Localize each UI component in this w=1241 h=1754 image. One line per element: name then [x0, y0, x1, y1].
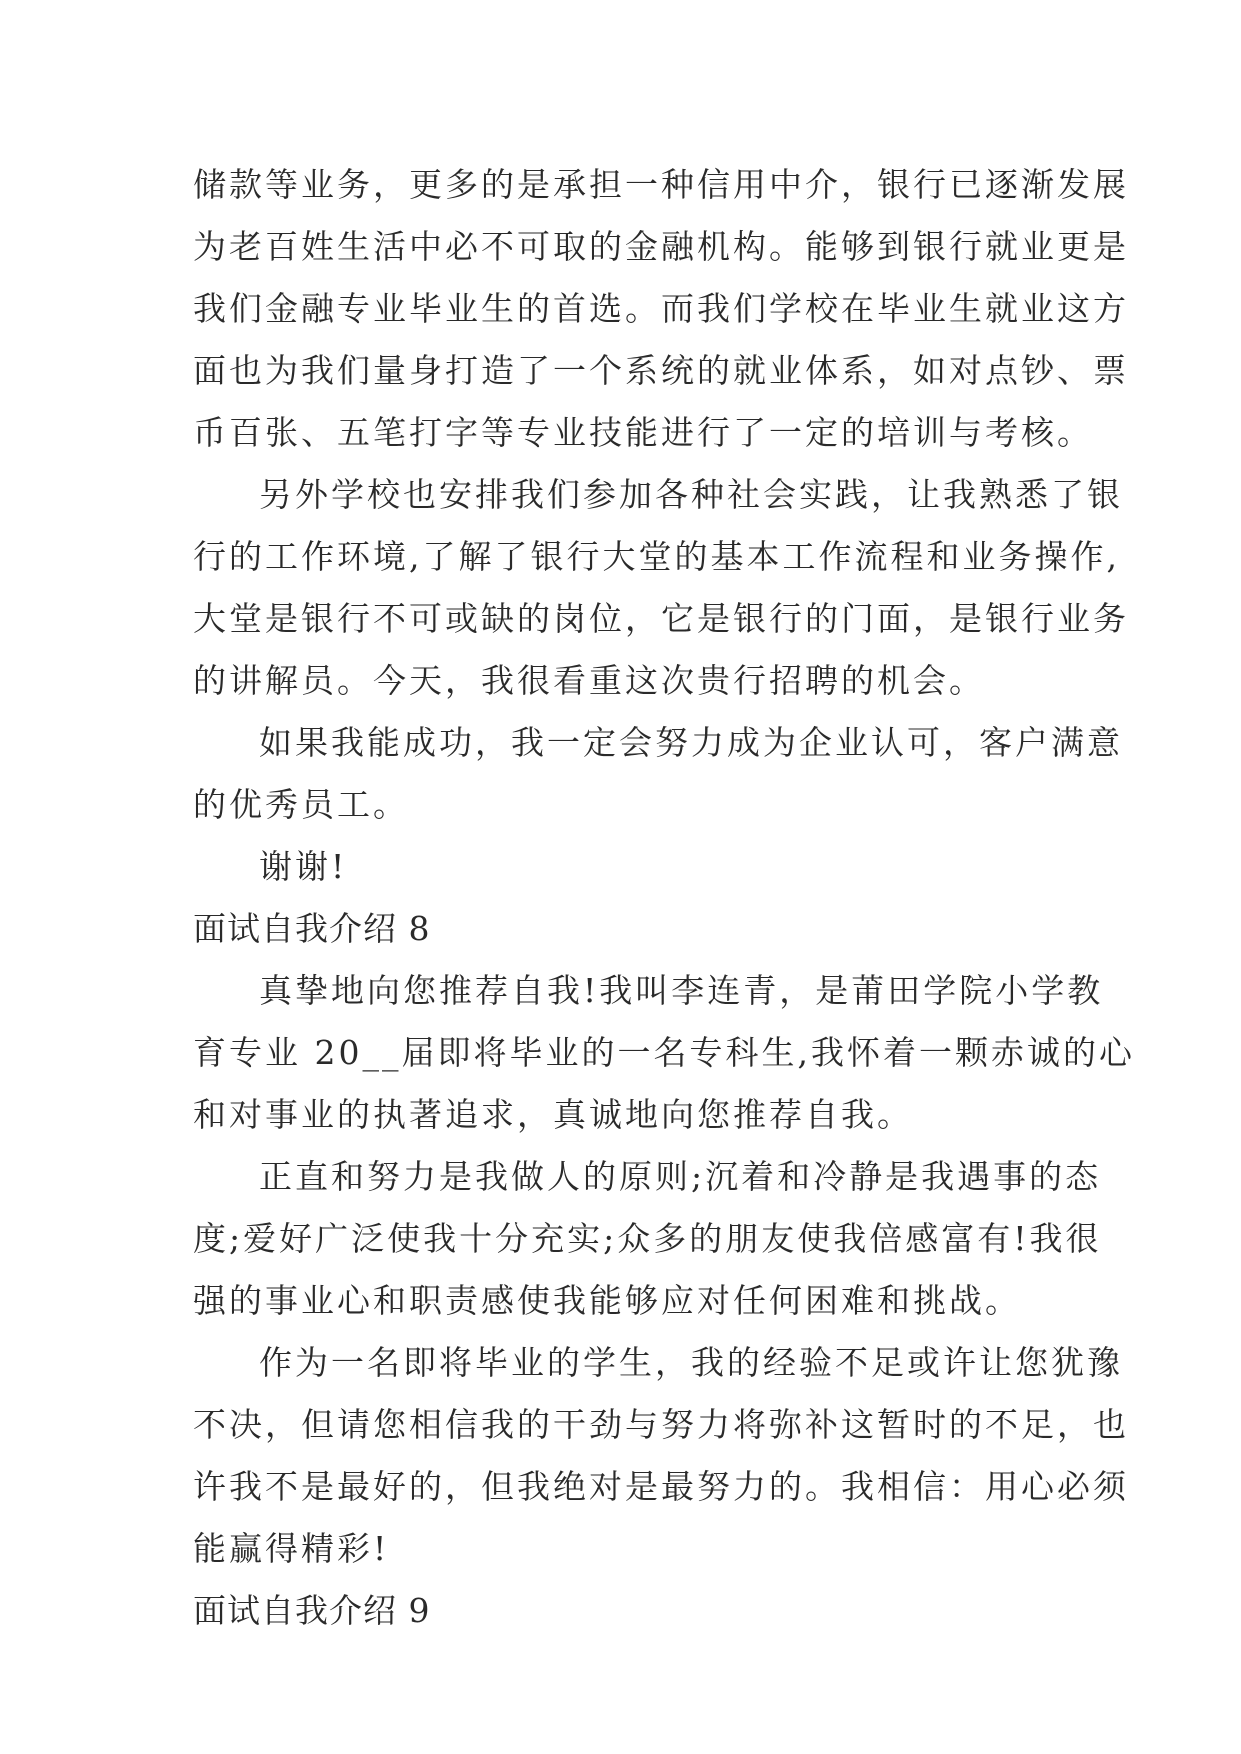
paragraph-start-line: 作为一名即将毕业的学生，我的经验不足或许让您犹豫: [259, 1343, 1123, 1382]
section-heading: 面试自我介绍 9: [193, 1591, 431, 1630]
paragraph-start-line: 谢谢!: [259, 847, 348, 886]
text-line: 储款等业务，更多的是承担一种信用中介，银行已逐渐发展: [193, 165, 1129, 204]
paragraph-start-line: 正直和努力是我做人的原则;沉着和冷静是我遇事的态: [259, 1157, 1102, 1196]
text-line: 的优秀员工。: [193, 785, 409, 824]
paragraph-start-line: 真挚地向您推荐自我!我叫李连青，是莆田学院小学教: [259, 971, 1104, 1010]
text-line: 大堂是银行不可或缺的岗位，它是银行的门面，是银行业务: [193, 599, 1129, 638]
text-line: 的讲解员。今天，我很看重这次贵行招聘的机会。: [193, 661, 985, 700]
text-line: 度;爱好广泛使我十分充实;众多的朋友使我倍感富有!我很: [193, 1219, 1102, 1258]
text-line: 币百张、五笔打字等专业技能进行了一定的培训与考核。: [193, 413, 1093, 452]
text-line: 为老百姓生活中必不可取的金融机构。能够到银行就业更是: [193, 227, 1129, 266]
text-line: 许我不是最好的，但我绝对是最努力的。我相信：用心必须: [193, 1467, 1129, 1506]
text-line: 强的事业心和职责感使我能够应对任何困难和挑战。: [193, 1281, 1021, 1320]
text-line: 育专业 20__届即将毕业的一名专科生,我怀着一颗赤诚的心: [193, 1033, 1135, 1072]
text-line: 和对事业的执著追求，真诚地向您推荐自我。: [193, 1095, 913, 1134]
text-line: 我们金融专业毕业生的首选。而我们学校在毕业生就业这方: [193, 289, 1129, 328]
document-body: [193, 154, 1135, 1642]
paragraph-start-line: 如果我能成功，我一定会努力成为企业认可，客户满意: [259, 723, 1123, 762]
text-line: 面也为我们量身打造了一个系统的就业体系，如对点钞、票: [193, 351, 1129, 390]
text-line: 行的工作环境,了解了银行大堂的基本工作流程和业务操作,: [193, 537, 1120, 576]
section-heading: 面试自我介绍 8: [193, 909, 431, 948]
text-line: 不决，但请您相信我的干劲与努力将弥补这暂时的不足，也: [193, 1405, 1129, 1444]
paragraph-start-line: 另外学校也安排我们参加各种社会实践，让我熟悉了银: [259, 475, 1123, 514]
text-line: 能赢得精彩!: [193, 1529, 390, 1568]
